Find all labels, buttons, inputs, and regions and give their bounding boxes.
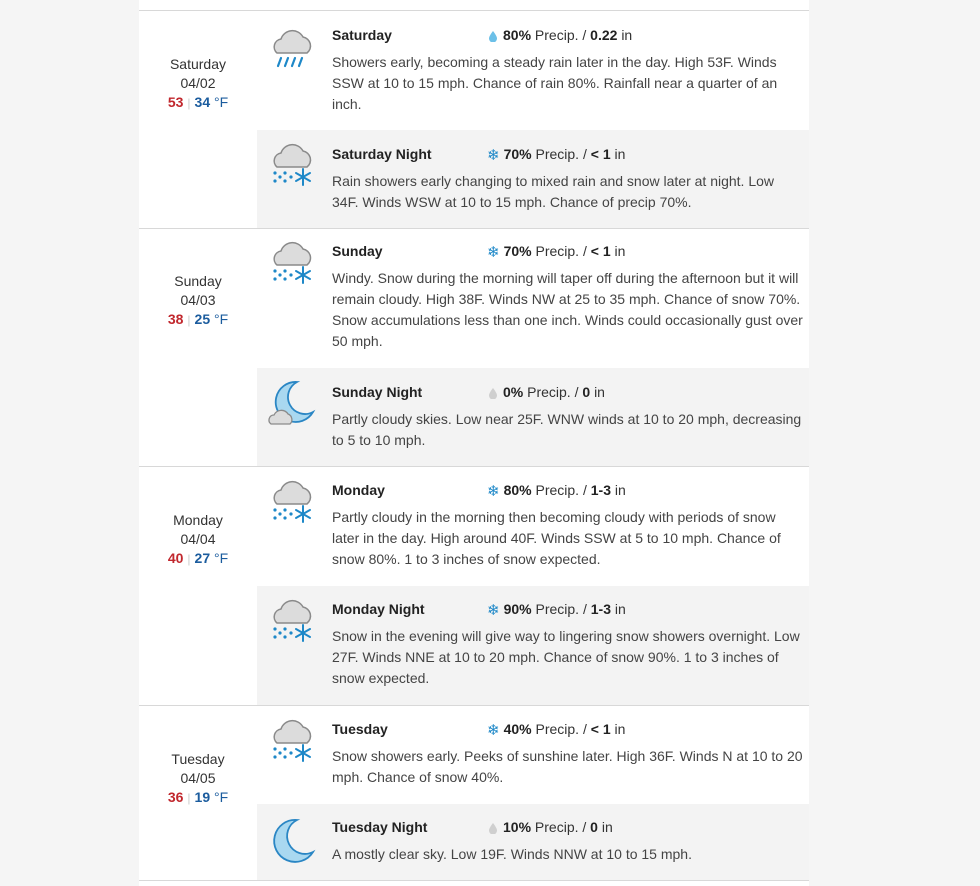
date-column [139, 511, 257, 569]
date-column [139, 750, 257, 808]
precip-summary [487, 146, 625, 164]
period-night [257, 368, 809, 466]
low-temp: 25 [194, 311, 211, 327]
precip-label: Precip. / [535, 721, 587, 737]
date-column [139, 272, 257, 330]
snow-cloud-icon [267, 717, 317, 767]
precip-unit: in [601, 819, 613, 835]
period-description: A mostly clear sky. Low 19F. Winds NNW at 10 to 15 mph. [332, 846, 692, 862]
weekday-label: Saturday [169, 56, 227, 72]
snowflake-icon: ❄ [487, 602, 500, 620]
precip-unit: in [621, 27, 633, 43]
precip-amount: < 1 [590, 243, 611, 259]
period-description: Showers early, becoming a steady rain later in the day. High 53F. Winds SSW at 10 to 15 mph. Chance of rain 80%. Rainfall near a quarter of an inch. [332, 54, 778, 112]
precip-percent: 90% [503, 601, 532, 617]
high-temp: 38 [167, 311, 184, 327]
moon-cloud-icon [267, 378, 317, 428]
precip-unit: in [614, 482, 626, 498]
precip-amount: 0 [590, 819, 598, 835]
precip-percent: 0% [503, 384, 524, 400]
period-name: Monday [332, 482, 385, 498]
period-night [257, 586, 809, 705]
temp-unit: °F [214, 311, 229, 327]
precip-label: Precip. / [535, 601, 587, 617]
low-temp: 19 [194, 789, 211, 805]
snow-cloud-icon [267, 141, 317, 191]
precip-amount: 1-3 [590, 601, 611, 617]
precip-percent: 70% [503, 243, 532, 259]
temperature-range: 40 | 27 °F [167, 550, 229, 566]
period-description: Windy. Snow during the morning will taper off during the afternoon but it will remain cloudy. High 38F. Winds NW at 25 to 35 mph. Chance of snow 70%. Snow accumulations less than one inch. Winds could occasionally gust over 50 mph. [332, 270, 803, 349]
snowflake-icon: ❄ [487, 722, 500, 740]
rain-cloud-icon [267, 23, 317, 73]
weekday-label: Sunday [174, 273, 222, 289]
period-description: Snow in the evening will give way to lingering snow showers overnight. Low 27F. Winds NNE at 10 to 20 mph. Chance of snow 90%. 1 to 3 inches of snow expected. [332, 628, 800, 686]
period-name: Monday Night [332, 601, 425, 617]
temp-unit: °F [214, 789, 229, 805]
day-group-saturday [139, 10, 809, 229]
precip-summary [487, 243, 625, 261]
precip-percent: 80% [503, 27, 532, 43]
precip-percent: 80% [503, 482, 532, 498]
date-column [139, 55, 257, 113]
precip-summary [487, 819, 613, 835]
period-night [257, 804, 809, 880]
precip-amount: < 1 [590, 721, 611, 737]
precip-unit: in [614, 146, 626, 162]
snowflake-icon: ❄ [487, 147, 500, 165]
date-label: 04/02 [180, 75, 216, 91]
snowflake-icon: ❄ [487, 244, 500, 262]
period-day [257, 467, 809, 586]
high-temp: 53 [167, 94, 184, 110]
precip-label: Precip. / [535, 243, 587, 259]
snowflake-icon: ❄ [487, 483, 500, 501]
period-description: Snow showers early. Peeks of sunshine later. High 36F. Winds N at 10 to 20 mph. Chance of snow 40%. [332, 748, 803, 785]
snow-cloud-icon [267, 239, 317, 289]
day-group-tuesday [139, 706, 809, 881]
gray-drop-icon [487, 822, 499, 834]
period-name: Tuesday [332, 721, 388, 737]
moon-icon [267, 816, 317, 866]
period-day [257, 11, 809, 130]
snow-cloud-icon [267, 597, 317, 647]
precip-summary [487, 721, 625, 739]
precip-unit: in [594, 384, 605, 400]
gray-drop-icon [487, 387, 499, 399]
low-temp: 27 [194, 550, 211, 566]
precip-label: Precip. / [535, 146, 587, 162]
precip-summary [487, 482, 626, 500]
precip-amount: 0 [582, 384, 591, 400]
day-group-sunday [139, 228, 809, 467]
high-temp: 36 [167, 789, 184, 805]
precip-percent: 40% [503, 721, 532, 737]
precip-label: Precip. / [534, 819, 587, 835]
weekday-label: Monday [173, 512, 223, 528]
period-description: Partly cloudy skies. Low near 25F. WNW winds at 10 to 20 mph, decreasing to 5 to 10 mph. [332, 411, 802, 448]
period-name: Saturday [332, 27, 392, 43]
temp-unit: °F [214, 94, 229, 110]
precip-label: Precip. / [535, 482, 587, 498]
forecast-list [139, 0, 809, 886]
period-day [257, 706, 809, 804]
period-name: Tuesday Night [332, 819, 428, 835]
temperature-range: 36 | 19 °F [167, 789, 229, 805]
period-name: Sunday Night [332, 384, 423, 400]
period-description: Partly cloudy in the morning then becoming cloudy with periods of snow later in the day. High around 40F. Winds SSW at 5 to 10 mph. Chance of snow 80%. 1 to 3 inches of snow expected. [332, 509, 781, 567]
snow-cloud-icon [267, 478, 317, 528]
temperature-range: 38 | 25 °F [167, 311, 229, 327]
precip-unit: in [614, 721, 626, 737]
period-day [257, 228, 809, 368]
date-label: 04/05 [180, 770, 216, 786]
temp-unit: °F [214, 550, 229, 566]
precip-amount: 1-3 [590, 482, 611, 498]
date-label: 04/03 [180, 292, 216, 308]
precip-summary [487, 384, 605, 400]
raindrop-icon [487, 30, 499, 42]
precip-unit: in [614, 601, 626, 617]
period-night [257, 130, 809, 228]
weekday-label: Tuesday [171, 751, 225, 767]
precip-summary [487, 601, 626, 619]
precip-amount: < 1 [590, 146, 611, 162]
precip-label: Precip. / [534, 27, 587, 43]
day-group-monday [139, 467, 809, 706]
period-description: Rain showers early changing to mixed rain and snow later at night. Low 34F. Winds WSW at 10 to 15 mph. Chance of precip 70%. [332, 173, 775, 210]
precip-unit: in [614, 243, 626, 259]
precip-amount: 0.22 [590, 27, 618, 43]
period-name: Saturday Night [332, 146, 432, 162]
precip-label: Precip. / [527, 384, 579, 400]
precip-summary [487, 27, 632, 43]
high-temp: 40 [167, 550, 184, 566]
temperature-range: 53 | 34 °F [167, 94, 229, 110]
precip-percent: 70% [503, 146, 532, 162]
low-temp: 34 [194, 94, 211, 110]
date-label: 04/04 [180, 531, 216, 547]
period-name: Sunday [332, 243, 383, 259]
precip-percent: 10% [503, 819, 532, 835]
